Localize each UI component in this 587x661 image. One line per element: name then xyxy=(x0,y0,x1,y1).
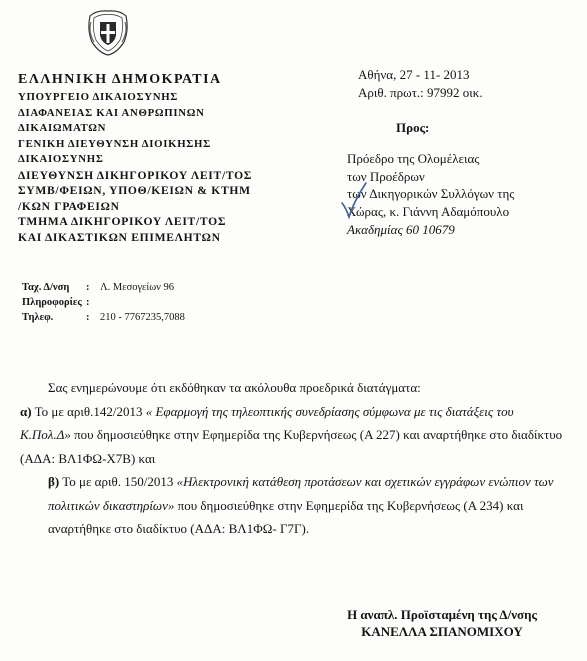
letter-body xyxy=(20,376,564,541)
contact-key: Πληροφορίες xyxy=(22,297,82,308)
check-mark-icon xyxy=(340,181,368,221)
recipient-address: Ακαδημίας 60 10679 xyxy=(347,221,455,237)
sender-line: ΔΙΑΦΑΝΕΙΑΣ ΚΑΙ ΑΝΘΡΩΠΙΝΩΝ xyxy=(18,106,205,119)
place-date: Αθήνα, 27 - 11- 2013 xyxy=(358,67,470,82)
republic-title: ΕΛΛΗΝΙΚΗ ΔΗΜΟΚΡΑΤΙΑ xyxy=(18,72,222,87)
item-a-post: που δημοσιεύθηκε στην Εφημερίδα της Κυβερνήσεως (Α 227) και αναρτήθηκε στο διαδίκτυο (ΑΔΑ: ΒΛ1ΦΩ-Χ7Β) και xyxy=(20,427,563,466)
sender-block xyxy=(18,70,252,245)
sender-line: /ΚΩΝ ΓΡΑΦΕΙΩΝ xyxy=(18,199,120,213)
contact-colon: : xyxy=(86,297,90,308)
coat-of-arms-icon xyxy=(86,8,130,56)
sender-line: ΣΥΜΒ/ΦΕΙΩΝ, ΥΠΟΘ/ΚΕΙΩΝ & ΚΤΗΜ xyxy=(18,184,251,197)
contact-row xyxy=(22,280,185,295)
contact-key: Τηλεφ. xyxy=(22,312,54,323)
sender-line: ΤΜΗΜΑ ΔΙΚΗΓΟΡΙΚΟΥ ΛΕΙΤ/ΤΟΣ xyxy=(18,215,227,228)
date-protocol-block xyxy=(358,66,483,102)
recipient-line: Πρόεδρο της Ολομέλειας xyxy=(347,151,480,166)
recipient-block xyxy=(347,150,514,239)
contact-row xyxy=(22,310,185,325)
recipient-line: των Προέδρων xyxy=(347,168,425,184)
sender-line: ΥΠΟΥΡΓΕΙΟ ΔΙΚΑΙΟΣΥΝΗΣ xyxy=(18,91,179,103)
item-a-pre: Το με αριθ.142/2013 xyxy=(34,403,143,419)
contact-key: Ταχ. Δ/νση xyxy=(22,282,70,293)
recipient-line: των Δικηγορικών Συλλόγων της xyxy=(347,186,515,202)
sender-line: ΚΑΙ ΔΙΚΑΣΤΙΚΩΝ ΕΠΙΜΕΛΗΤΩΝ xyxy=(18,230,221,244)
item-a-label: α) xyxy=(20,403,32,419)
item-b-post: που δημοσιεύθηκε στην Εφημερίδα της Κυβερνήσεως (Α 234) και αναρτήθηκε στο διαδίκτυο (ΑΔΑ: ΒΛ1ΦΩ- Γ7Γ). xyxy=(48,497,524,536)
item-b-pre: Το με αριθ. 150/2013 xyxy=(62,474,174,489)
item-a-paragraph xyxy=(20,400,564,471)
sender-line: ΓΕΝΙΚΗ ΔΙΕΥΘΥΝΣΗ ΔΙΟΙΚΗΣΗΣ xyxy=(18,137,211,150)
sender-line: ΔΙΚΑΙΩΜΑΤΩΝ xyxy=(18,122,107,134)
sender-line: ΔΙΕΥΘΥΝΣΗ ΔΙΚΗΓΟΡΙΚΟΥ ΛΕΙΤ/ΤΟΣ xyxy=(18,168,253,182)
signature-name: ΚΑΝΕΛΛΑ ΣΠΑΝΟΜΙΧΟΥ xyxy=(361,624,523,639)
contact-value: Λ. Μεσογείων 96 xyxy=(100,282,174,293)
item-b-paragraph xyxy=(20,470,564,541)
signature-role: Η αναπλ. Προϊσταμένη της Δ/νσης xyxy=(347,607,537,622)
contact-row xyxy=(22,295,185,310)
signature-block xyxy=(300,606,584,640)
contact-colon: : xyxy=(86,282,90,293)
recipient-line: Χώρας, κ. Γιάννη Αδαμόπουλο xyxy=(347,204,510,220)
sender-line: ΔΙΚΑΙΟΣΥΝΗΣ xyxy=(18,153,104,165)
contact-value: 210 - 7767235,7088 xyxy=(100,312,185,323)
to-label: Προς: xyxy=(396,120,430,135)
contact-colon: : xyxy=(86,312,90,323)
intro-paragraph: Σας ενημερώνουμε ότι εκδόθηκαν τα ακόλουθα προεδρικά διατάγματα: xyxy=(48,380,421,395)
item-a-title: « Εφαρμογή της τηλεοπτικής συνεδρίασης σύμφωνα με τις διατάξεις του Κ.Πολ.Δ» xyxy=(20,403,514,442)
item-b-title: «Ηλεκτρονική κατάθεση προτάσεων και σχετικών εγγράφων ενώπιον των πολιτικών δικαστηρίων» xyxy=(48,474,554,513)
protocol-number: Αριθ. πρωτ.: 97992 οικ. xyxy=(358,85,483,100)
item-b-label: β) xyxy=(48,474,60,489)
contact-block xyxy=(22,280,185,325)
